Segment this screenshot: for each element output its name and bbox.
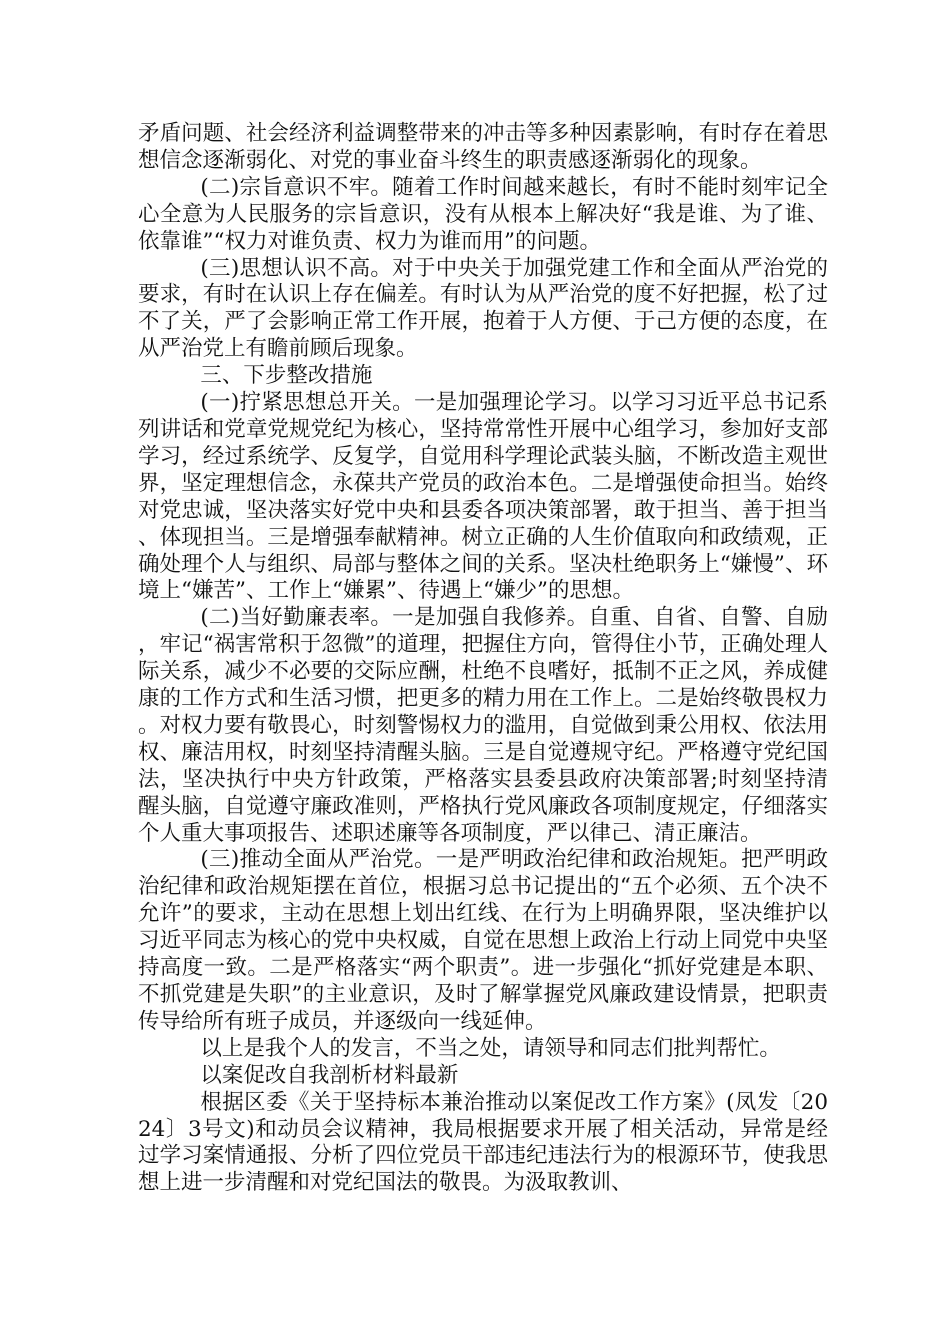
paragraph-closing: 以上是我个人的发言，不当之处，请领导和同志们批判帮忙。	[200, 1035, 781, 1061]
paragraph-measure-1: (一)拧紧思想总开关。一是加强理论学习。以学习习近平总书记系列讲话和党章党规党纪为核心，坚持常常性开展中心组学习，参加好支部学习，经过系统学、反复学，自觉用科学理论武装头脑，不断改造主观世界，坚定理想信念，永葆共产党员的政治本色。二是增强使命担当。始终对党忠诚，坚决落实好党中央和县委各项决策部署，敢于担当、善于担当、体现担当。三是增强奉献精神。树立正确的人生价值取向和政绩观，正确处理个人与组织、局部与整体之间的关系。坚决杜绝职务上“嫌慢”、环境上“嫌苦”、工作上“嫌累”、待遇上“嫌少”的思想。	[138, 390, 828, 604]
section-heading-rectification: 三、下步整改措施	[200, 363, 373, 389]
paragraph-measure-2: (二)当好勤廉表率。一是加强自我修养。自重、自省、自警、自励，牢记“祸害常积于忽微”的道理，把握住方向，管得住小节，正确处理人际关系，减少不必要的交际应酬，杜绝不良嗜好，抵制不正之风，养成健康的工作方式和生活习惯，把更多的精力用在工作上。二是始终敬畏权力。对权力要有敬畏心，时刻警惕权力的滥用，自觉做到秉公用权、依法用权、廉洁用权，时刻坚持清醒头脑。三是自觉遵规守纪。严格遵守党纪国法，坚决执行中央方针政策，严格落实县委县政府决策部署;时刻坚持清醒头脑，自觉遵守廉政准则，严格执行党风廉政各项制度规定，仔细落实个人重大事项报告、述职述廉等各项制度，严以律己、清正廉洁。	[138, 605, 828, 846]
paragraph-ideological-awareness: (三)思想认识不高。对于中央关于加强党建工作和全面从严治党的要求，有时在认识上存在偏差。有时认为从严治党的度不好把握，松了过不了关，严了会影响正常工作开展，抱着于人方便、于己方便的态度，在从严治党上有瞻前顾后现象。	[138, 255, 828, 362]
paragraph-measure-3: (三)推动全面从严治党。一是严明政治纪律和政治规矩。把严明政治纪律和政治规矩摆在首位，根据习总书记提出的“五个必须、五个决不允许”的要求，主动在思想上划出红线、在行为上明确界限，坚决维护以习近平同志为核心的党中央权威，自觉在思想上政治上行动上同党中央坚持高度一致。二是严格落实“两个职责”。进一步强化“抓好党建是本职、不抓党建是失职”的主业意识，及时了解掌握党风廉政建设情景，把职责传导给所有班子成员，并逐级向一线延伸。	[138, 847, 828, 1034]
paragraph-purpose-awareness: (二)宗旨意识不牢。随着工作时间越来越长，有时不能时刻牢记全心全意为人民服务的宗旨意识，没有从根本上解决好“我是谁、为了谁、依靠谁”“权力对谁负责、权力为谁而用”的问题。	[138, 174, 828, 254]
new-document-title: 以案促改自我剖析材料最新	[200, 1062, 459, 1088]
document-page	[138, 121, 828, 1197]
paragraph-new-body: 根据区委《关于坚持标本兼治推动以案促改工作方案》(凤发〔2024〕3号文)和动员会议精神，我局根据要求开展了相关活动，异常是经过学习案情通报、分析了四位党员干部违纪违法行为的根源环节，使我思想上进一步清醒和对党纪国法的敬畏。为汲取教训、	[138, 1089, 828, 1196]
paragraph-continuation: 矛盾问题、社会经济利益调整带来的冲击等多种因素影响，有时存在着思想信念逐渐弱化、对党的事业奋斗终生的职责感逐渐弱化的现象。	[138, 121, 828, 173]
